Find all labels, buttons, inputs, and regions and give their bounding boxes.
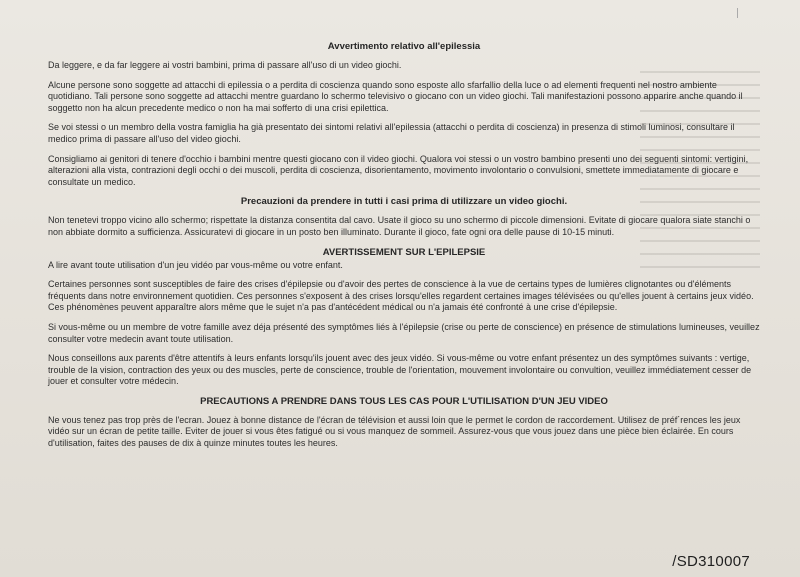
italian-paragraph-1: Da leggere, e da far leggere ai vostri bambini, prima di passare all'uso di un video giochi. [48,60,402,70]
italian-precautions-title: Precauzioni da prendere in tutti i casi prima di utilizzare un video giochi. [240,196,568,208]
document-code: /SD310007 [672,553,750,570]
italian-paragraph-3: Se voi stessi o un membro della vostra famiglia ha già presentato dei sintomi relativi all'epilessia (attacchi o perdita di coscienza) in presenza di stimoli luminosi, consultare il medico prima di passare all'uso del video giochi. [48,122,735,144]
french-title: AVERTISSEMENT SUR L'EPILEPSIE [322,246,486,258]
french-paragraph-2: Certaines personnes sont susceptibles de faire des crises d'épilepsie ou d'avoir des pertes de conscience à la vue de certains types de lumières clignotantes ou d'éléments fréquents dans notre environnement quotidien. Ces personnes s'exposent à des crises lorsqu'elles regardent certaines images télévisées ou qu'elles jouent à certains jeux vidéo. Ces phénomènes peuvent apparaître alors même que le sujet n'a pas d'antécédent médical ou n'a jamais été confronté à une crise d'épilepsie. [48,279,754,313]
french-precautions-text: Ne vous tenez pas trop près de l'ecran. Jouez à bonne distance de l'écran de télévision et aussi loin que le permet le cordon de raccordement. Utilisez de préf´rences les jeux vidéo sur un écran de petite taille. Eviter de jouer si vous êtes fatigué ou si vous manquez de sommeil. Assurez-vous que vous jouez dans une pièce bien éclairée. En cours d'utilisation, faites des pauses de dix à quinze minutes toutes les heures. [48,414,741,449]
italian-paragraph-4: Consigliamo ai genitori di tenere d'occhio i bambini mentre questi giocano con il video giochi. Qualora voi stessi o un vostro bambino presenti uno dei seguenti sintomi: vertigini, alterazioni alla vista, contrazioni degli occhi o dei muscoli, perdita di coscienza, disorientamento, movimento involontario o convulsioni, smettete immediatamente di giocare e consultate un medico. [48,153,749,187]
french-paragraph-4: Nous conseillons aux parents d'être attentifs à leurs enfants lorsqu'ils jouent avec des jeux vidéo. Si vous-même ou votre enfant présentez un des symptômes suivants : vertige, trouble de la vision, contraction des yeux ou des muscles, perte de conscience, trouble de l'orientation, mouvement involontaire ou convultion, veuillez immédiatement cesser de jouer et consulter votre médecin. [48,353,752,387]
italian-paragraph-2: Alcune persone sono soggette ad attacchi di epilessia o a perdita di coscienza quando sono esposte allo sfarfallio della luce o ad elementi frequenti nel nostro ambiente quotidiano. Tali persone sono soggette ad attacchi mentre guardano lo schermo televisivo o giocano con un video giochi. Tali manifestazioni possono apparire anche quando il soggetto non ha alcun precedente medico o non ha mai sofferto di una crisi epilettica. [48,79,743,113]
french-precautions-title: PRECAUTIONS A PRENDRE DANS TOUS LES CAS POUR L'UTILISATION D'UN JEU VIDEO [200,395,608,407]
document-body [48,38,760,458]
italian-title: Avvertimento relativo all'epilessia [327,41,481,52]
italian-precautions-text: Non tenetevi troppo vicino allo schermo; rispettate la distanza consentita dal cavo. Usate il gioco su uno schermo di piccole dimensioni. Evitate di giocare qualora siate stanchi o non abbiate dormito a sufficienza. Assicuratevi di giocare in un posto ben illuminato. Durante il gioco, fate ogni ora delle pause di 10-15 minuti. [48,215,751,237]
french-paragraph-1: A lire avant toute utilisation d'un jeu vidéo par vous-même ou votre enfant. [48,259,343,270]
edge-mark [737,8,738,18]
french-paragraph-3: Si vous-même ou un membre de votre famille avez déja présenté des symptômes liés à l'épilepsie (crise ou perte de conscience) en présence de stimulations lumineuses, veuillez consulter votre medecin avant toute utilisation. [48,321,760,344]
